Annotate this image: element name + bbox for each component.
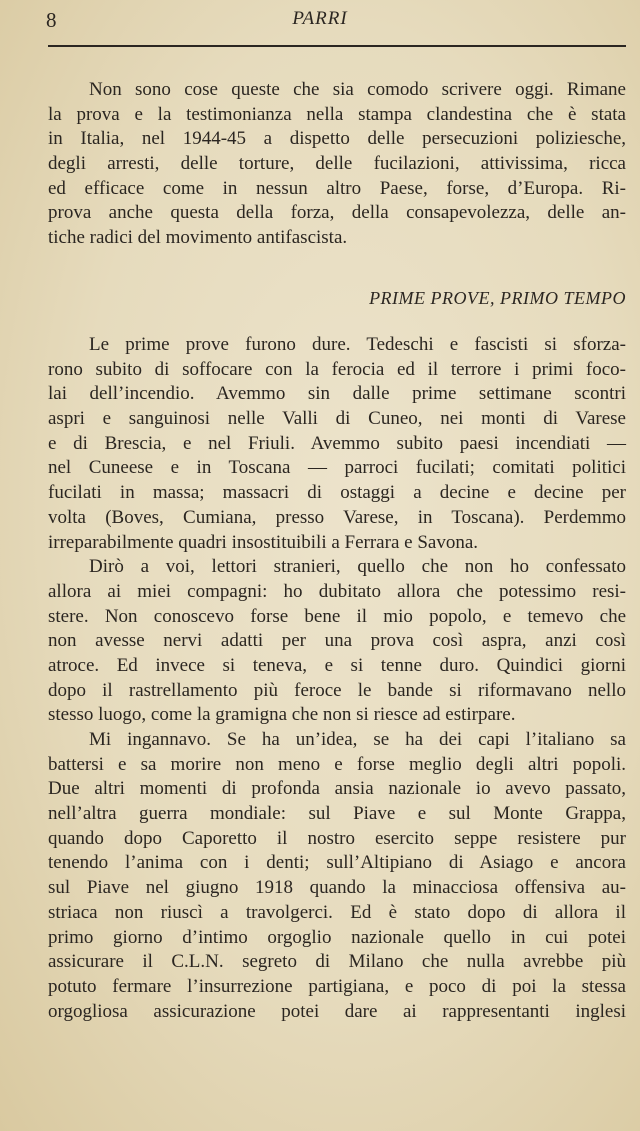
text-line: rono subito di soffocare con la ferocia ed il terrore i primi foco- xyxy=(48,358,626,380)
paragraph xyxy=(48,728,626,1024)
text-line: quando dopo Caporetto il nostro esercito seppe resistere pur xyxy=(48,827,626,849)
text-line: volta (Boves, Cumiana, presso Varese, in Toscana). Perdemmo xyxy=(48,506,626,528)
text-line: Dirò a voi, lettori stranieri, quello che non ho confessato xyxy=(89,556,626,578)
text-line: stere. Non conoscevo forse bene il mio popolo, e temevo che xyxy=(48,605,626,627)
text-line: prova anche questa della forza, della consapevolezza, delle an- xyxy=(48,202,626,224)
text-line: fucilati in massa; massacri di ostaggi a decine e decine per xyxy=(48,482,626,504)
text-line: Due altri momenti di profonda ansia nazionale io avevo passato, xyxy=(48,778,626,800)
text-line: lai dell’incendio. Avemmo sin dalle prime settimane scontri xyxy=(48,383,626,405)
text-line: Mi ingannavo. Se ha un’idea, se ha dei capi l’italiano sa xyxy=(89,729,626,750)
text-line: la prova e la testimonianza nella stampa clandestina che è stata xyxy=(48,103,626,125)
section-title: PRIME PROVE, PRIMO TEMPO xyxy=(369,288,626,308)
body-text-top xyxy=(48,78,626,251)
page-number: 8 xyxy=(46,8,57,32)
paragraph xyxy=(48,333,626,555)
text-line: sul Piave nel giugno 1918 quando la minacciosa offensiva au- xyxy=(48,877,626,899)
text-line: dopo il rastrellamento più feroce le bande si riformavano nello xyxy=(48,679,626,701)
paragraph xyxy=(48,555,626,728)
text-line: non avesse nervi adatti per una prova così aspra, anzi così xyxy=(48,630,626,652)
text-line: atroce. Ed invece si teneva, e si tenne duro. Quindici giorni xyxy=(48,654,626,676)
text-line: degli arresti, delle torture, delle fucilazioni, attivissima, ricca xyxy=(48,153,626,175)
text-line: nel Cuneese e in Toscana — parroci fucilati; comitati politici xyxy=(48,457,626,479)
text-line: battersi e sa morire non meno e forse meglio degli altri popoli. xyxy=(48,753,626,775)
text-line: striaca non riuscì a travolgerci. Ed è stato dopo di allora il xyxy=(48,901,626,923)
text-line: in Italia, nel 1944-45 a dispetto delle persecuzioni poliziesche, xyxy=(48,128,626,150)
text-line: primo giorno d’intimo orgoglio nazionale quello in cui potei xyxy=(48,926,626,948)
text-line: potuto fermare l’insurrezione partigiana, e poco di poi la stessa xyxy=(48,975,626,997)
text-line: irreparabilmente quadri insostituibili a Ferrara e Savona. xyxy=(48,531,478,553)
text-line: e di Brescia, e nel Friuli. Avemmo subito paesi incendiati — xyxy=(48,432,626,454)
text-line: tenendo l’anima con i denti; sull’Altipiano di Asiago e ancora xyxy=(48,852,626,874)
text-line: Non sono cose queste che sia comodo scrivere oggi. Rimane xyxy=(89,79,626,100)
text-line: stesso luogo, come la gramigna che non si riesce ad estirpare. xyxy=(48,704,516,726)
text-line: aspri e sanguinosi nelle Valli di Cuneo, nei monti di Varese xyxy=(48,408,626,430)
text-line: nell’altra guerra mondiale: sul Piave e sul Monte Grappa, xyxy=(48,803,626,825)
text-line: allora ai miei compagni: ho dubitato allora che potessimo resi- xyxy=(48,580,626,602)
paragraph xyxy=(48,78,626,251)
running-title: PARRI xyxy=(292,8,348,29)
text-line: orgogliosa assicurazione potei dare ai rappresentanti inglesi xyxy=(48,1000,626,1022)
text-line: tiche radici del movimento antifascista. xyxy=(48,227,348,249)
body-text-main xyxy=(48,333,626,1024)
text-line: Le prime prove furono dure. Tedeschi e fascisti si sforza- xyxy=(89,334,626,355)
text-line: ed efficace come in nessun altro Paese, forse, d’Europa. Ri- xyxy=(48,177,626,199)
header-rule xyxy=(48,45,626,47)
text-line: assicurare il C.L.N. segreto di Milano che nulla avrebbe più xyxy=(48,951,626,973)
